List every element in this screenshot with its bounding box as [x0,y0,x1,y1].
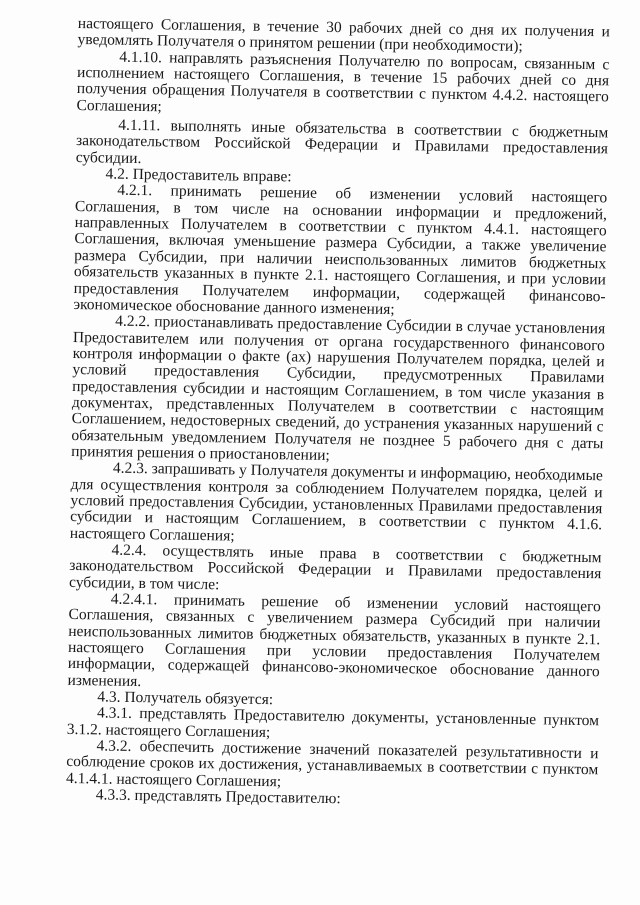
paragraph-4-3: 4.3. Получатель обязуется: [97,688,274,709]
paragraph-4-2-2: 4.2.2. приостанавливать предоставление Субсидии в случае установления Предоставителем или получения от органа государственного финансового контроля информации о факте (ах) нарушения Получателем порядка, целей и условий предоставления Субсидии, предусмотренных Правилами предоставления субсидии и настоящим Соглашением, в том числе указания в документах, представленных Получателем в соответствии с настоящим Соглашением, недостоверных сведений, до устранения указанных нарушений с обязательным уведомлением Получателя не позднее 5 рабочего дня с даты принятия решения о приостановлении; [71,312,606,464]
paragraph-4-2-3: 4.2.3. запрашивать у Получателя документы и информацию, необходимые для осуществления контроля за соблюдением Получателем порядка, целей и условий предоставления Субсидии, установленных Правилами предоставления субсидии и настоящим Соглашением, в соответствии с пунктом 4.1.6. настоящего Соглашения; [69,459,603,545]
paragraph-4-3-1: 4.3.1. представлять Предоставителю документы, установленные пунктом 3.1.2. настоящего Соглашения; [66,704,600,741]
paragraph-4-2-4: 4.2.4. осуществлять иные права в соответствии с бюджетным законодательством Российской Федерации и Правилами предоставления субсидии, в том числе: [68,541,602,593]
paragraph-4-2: 4.2. Предоставитель вправе: [105,165,292,186]
paragraph-continuation: настоящего Соглашения, в течение 30 рабочих дней со дня их получения и уведомлять Получателя о принятом решении (при необходимости); [77,15,610,56]
paragraph-4-2-4-1: 4.2.4.1. принимать решение об изменении условий настоящего Соглашения, связанных с увеличением размера Субсидий при наличии неиспользованных лимитов бюджетных обязательств, указанных в пункте 2.1. настоящего Соглашения при условии предоставления Получателем информации, содержащей финансово-экономическое обоснование данного изменения. [67,590,601,690]
paragraph-4-2-1: 4.2.1. принимать решение об изменении условий настоящего Соглашения, в том числе на основании информации и предложений, направленных Получателем в соответствии с пунктом 4.4.1. настоящего Соглашения, включая уменьшение размера Субсидии, а также увеличение размера Субсидии, при наличии неиспользованных лимитов бюджетных обязательств указанных в пункте 2.1. настоящего Соглашения, и при условии предоставления Получателем информации, содержащей финансово-экономическое обоснование данного изменения; [73,182,608,318]
paragraph-4-1-10: 4.1.10. направлять разъяснения Получателю по вопросам, связанным с исполнением настоящего Соглашения, в течение 15 рабочих дней со дня получения обращения Получателя в соответствии с пунктом 4.4.2. настоящего Соглашения; [76,48,610,116]
document-body [66,16,610,812]
paragraph-4-1-11: 4.1.11. выполнять иные обязательства в соответствии с бюджетным законодательством Российской Федерации и Правилами предоставления субсидии. [75,116,609,167]
paragraph-4-3-3: 4.3.3. представлять Предоставителю: [95,786,341,808]
paragraph-4-3-2: 4.3.2. обеспечить достижение значений показателей результативности и соблюдение сроков их достижения, устанавливаемых в соответствии с пунктом 4.1.4.1. настоящего Соглашения; [65,737,599,791]
